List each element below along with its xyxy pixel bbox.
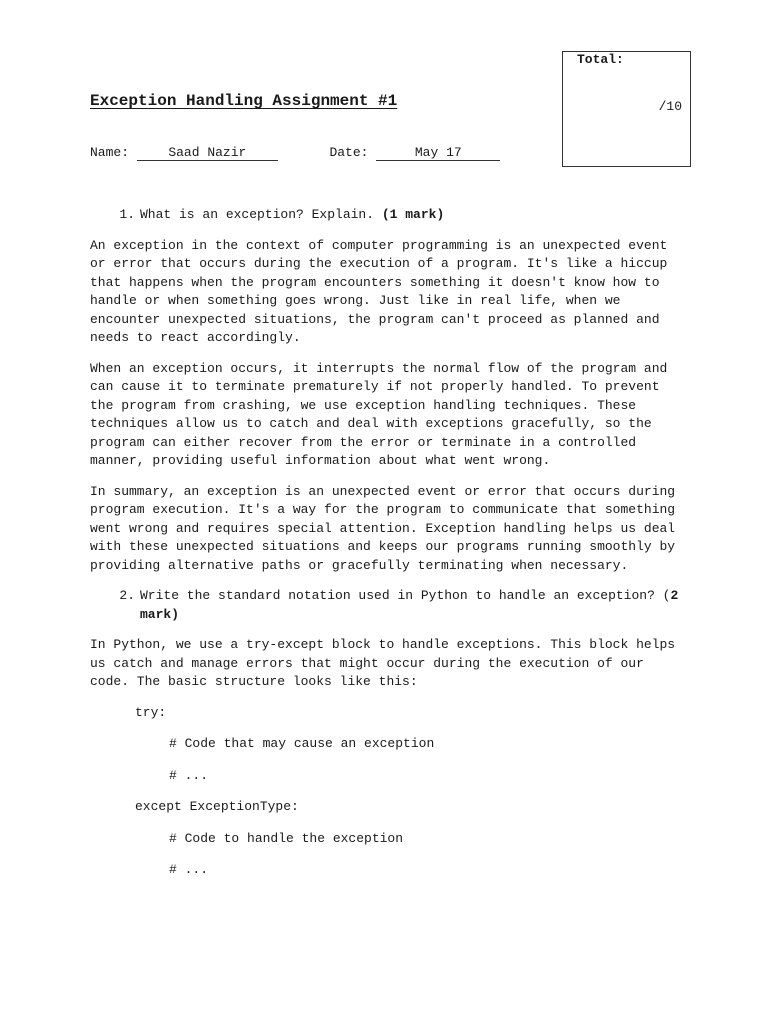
code-line: try: [135, 704, 167, 720]
answer-1-paragraph: In summary, an exception is an unexpected event or error that occurs during program execution. It's a way for the program to communicate that something went wrong and requires special attention. Exception handling helps us deal with these unexpected situations and keeps our programs running smoothly by providing alternative paths or gracefully terminating when necessary. [90, 483, 676, 573]
answer-1-paragraph: An exception in the context of computer programming is an unexpected event or error that occurs during the execution of a program. It's like a hiccup that happens when the program encounters something it doesn't know how to handle or when something goes wrong. Just like in real life, when we encounter unexpected situations, the program can't proceed as planned and needs to react accordingly. [90, 237, 668, 345]
date-label: Date: [329, 145, 369, 160]
question-prompt: Write the standard notation used in Python to handle an exception? ( [140, 588, 671, 603]
total-out-of: /10 [658, 99, 682, 114]
assignment-title: Exception Handling Assignment #1 [90, 92, 398, 110]
question-number: 2. [119, 588, 135, 603]
code-line: # Code to handle the exception [169, 830, 404, 846]
assignment-content [90, 206, 680, 893]
question-marks: (1 mark) [381, 207, 445, 222]
code-line: # ... [169, 862, 209, 877]
code-line: # Code that may cause an exception [169, 736, 435, 751]
total-label: Total: [577, 52, 624, 67]
code-line: # ... [169, 767, 209, 783]
question-2 [90, 587, 680, 624]
answer-1-paragraph: When an exception occurs, it interrupts the normal flow of the program and can cause it to terminate prematurely if not properly handled. To prevent the program from crashing, we use exception handling techniques. These techniques allow us to catch and deal with exceptions gracefully, so the program can either recover from the error or terminate in a controlled manner, providing useful information about what went wrong. [90, 360, 668, 468]
question-marks: 2 mark) [140, 588, 679, 622]
name-label: Name: [90, 145, 130, 160]
question-number: 1. [119, 207, 135, 222]
question-text [135, 587, 680, 624]
question-text [135, 206, 444, 225]
question-prompt: What is an exception? Explain. [140, 207, 382, 222]
date-field: May 17 [376, 146, 500, 161]
score-box [562, 51, 691, 167]
code-example [90, 704, 680, 893]
name-field: Saad Nazir [137, 146, 278, 161]
name-date-row [90, 145, 500, 161]
answer-2-intro: In Python, we use a try-except block to handle exceptions. This block helps us catch and manage errors that might occur during the execution of our code. The basic structure looks like this: [90, 637, 676, 689]
code-line: except ExceptionType: [135, 799, 299, 814]
question-1 [90, 206, 680, 225]
